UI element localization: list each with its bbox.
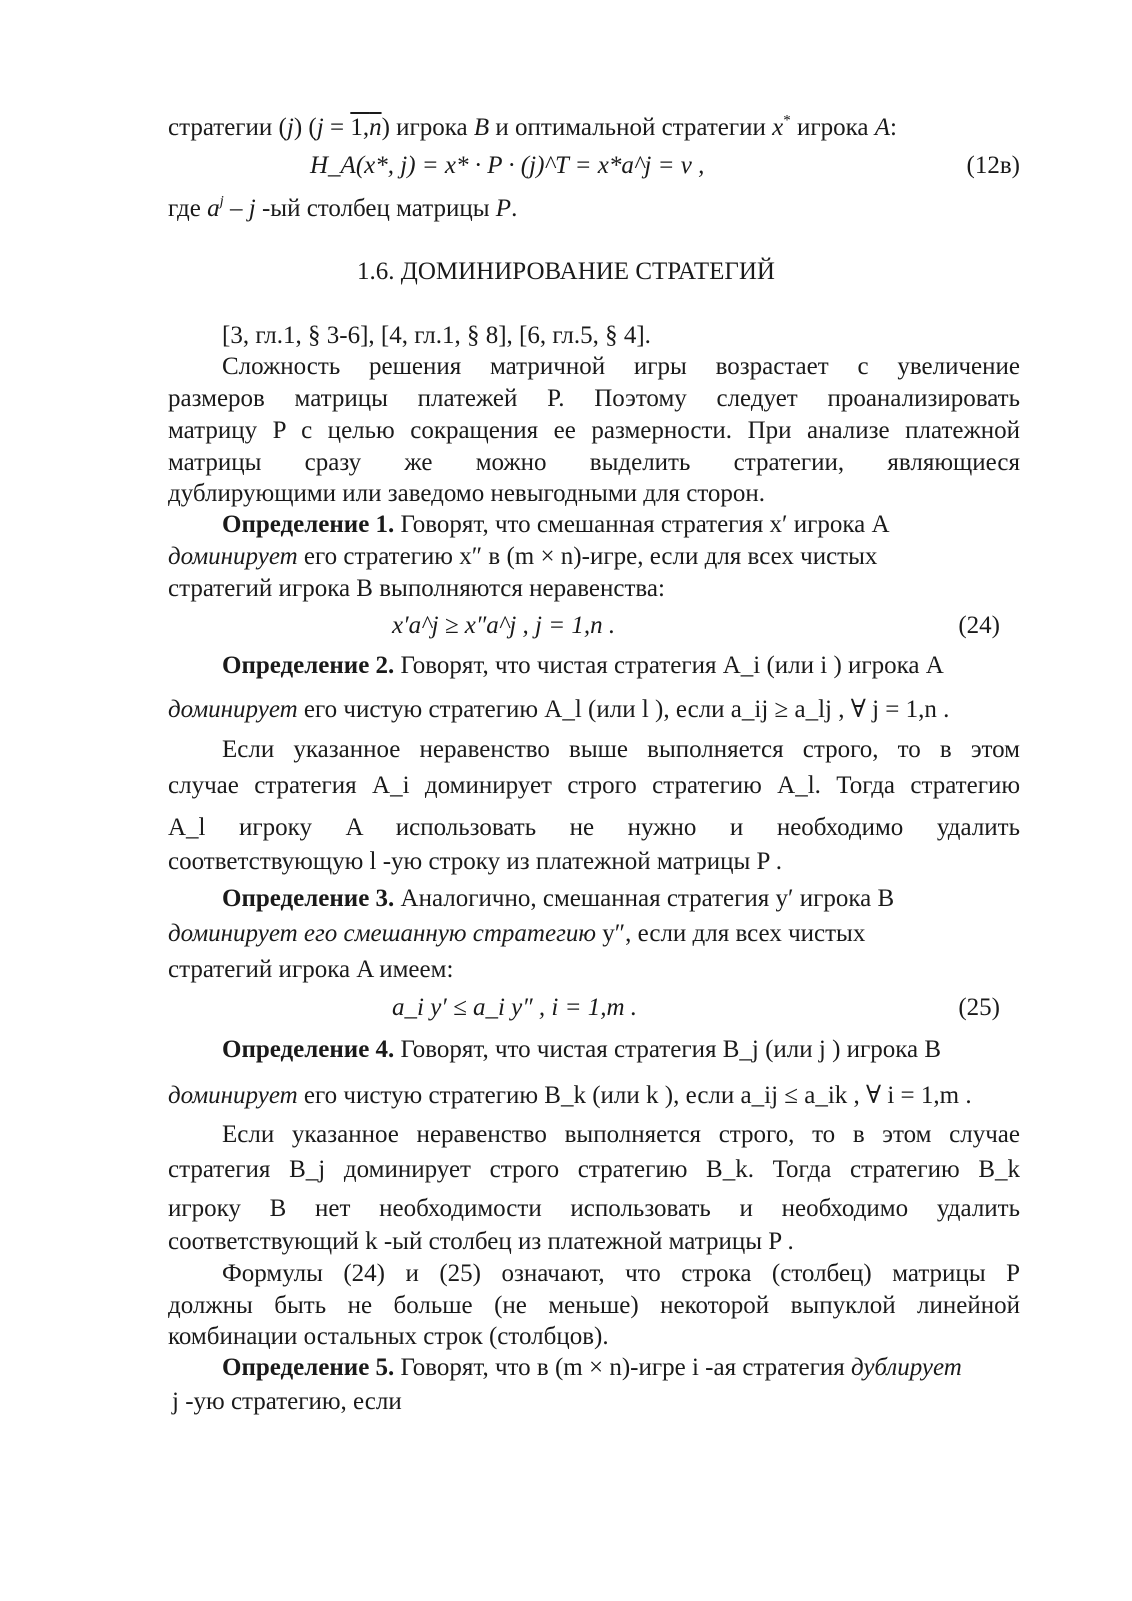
text: Аналогично, смешанная стратегия y′ игрока B (394, 885, 895, 912)
definition-label: Определение 4. (222, 1036, 395, 1063)
equation-24 (392, 610, 792, 642)
paragraph-line: размеров матрицы платежей P. Поэтому следует проанализировать (168, 385, 1020, 412)
text: Говорят, что в (m × n)-игре i -ая стратегия (394, 1354, 851, 1381)
definition-5-line: j -ую стратегию, если (172, 1388, 402, 1415)
paragraph-line: матрицу P с целью сокращения ее размерности. При анализе платежной (168, 417, 1020, 444)
math: 1, (350, 114, 370, 141)
text: и оптимальной стратегии (489, 114, 773, 141)
definition-1-line (222, 509, 1020, 541)
text: ) ( (293, 114, 317, 141)
text: . (511, 195, 518, 222)
definition-label: Определение 2. (222, 652, 395, 679)
text: Говорят, что чистая стратегия B_j (или j ) игрока B (394, 1036, 942, 1063)
italic-term: дублирует (851, 1354, 962, 1381)
references-line (222, 320, 1020, 352)
math: j (316, 114, 324, 141)
definition-3-line: стратегий игрока A имеем: (168, 956, 454, 983)
text: = (323, 114, 351, 141)
text: y″, если для всех чистых (595, 920, 866, 947)
math: P (495, 195, 512, 222)
text: Говорят, что смешанная стратегия x′ игрока A (394, 511, 890, 538)
paragraph-line: Сложность решения матричной игры возрастает с увеличение (222, 353, 1020, 380)
range-overline (350, 114, 381, 141)
math: n (369, 114, 382, 141)
italic-term: доминирует (168, 1082, 298, 1109)
paragraph-line: стратегия B_j доминирует строго стратегию B_k. Тогда стратегию B_k (168, 1156, 1020, 1183)
equation-number (920, 992, 1000, 1024)
math: a (207, 195, 220, 222)
definition-4-line (168, 1080, 1020, 1112)
math: B (473, 114, 490, 141)
definition-4-line (222, 1034, 1020, 1066)
math: j (286, 114, 294, 141)
equation-25 (392, 992, 792, 1024)
eq-number: (25) (958, 994, 1000, 1021)
definition-3-line (168, 918, 1020, 950)
text-line (168, 193, 1020, 225)
equation-number (920, 610, 1000, 642)
text: стратегии ( (168, 114, 287, 141)
formula: x′a^j ≥ x″a^j , j = 1,n . (392, 612, 616, 639)
text: ) игрока (381, 114, 474, 141)
paragraph-line: игроку B нет необходимости использовать и необходимо удалить (168, 1195, 1020, 1222)
math: j (248, 195, 256, 222)
section-title (0, 256, 1132, 288)
equation-12v (310, 150, 810, 182)
paragraph-line: A_l игроку A использовать не нужно и необходимо удалить (168, 814, 1020, 841)
paragraph-line: должны быть не больше (не меньше) некоторой выпуклой линейной (168, 1292, 1020, 1319)
definition-label: Определение 1. (222, 511, 395, 538)
text: его чистую стратегию A_l (или l ), если a_ij ≥ a_lj , ∀ j = 1,n . (297, 696, 950, 723)
math: x (772, 114, 784, 141)
text: игрока (790, 114, 875, 141)
text-line (168, 112, 1020, 144)
text: его чистую стратегию B_k (или k ), если a_ij ≤ a_ik , ∀ i = 1,m . (297, 1082, 972, 1109)
definition-5-line (222, 1352, 1020, 1384)
text: Говорят, что чистая стратегия A_i (или i ) игрока A (394, 652, 944, 679)
math: j (219, 193, 224, 210)
paragraph-line: Формулы (24) и (25) означают, что строка (столбец) матрицы P (222, 1260, 1020, 1287)
eq-number: (12в) (966, 152, 1020, 179)
formula: a_i y′ ≤ a_i y″ , i = 1,m . (392, 994, 638, 1021)
math: * (783, 112, 791, 129)
section-title-text: 1.6. ДОМИНИРОВАНИЕ СТРАТЕГИЙ (357, 258, 775, 285)
italic-term: доминирует его смешанную стратегию (168, 920, 596, 947)
paragraph-line: матрицы сразу же можно выделить стратегии, являющиеся (168, 449, 1020, 476)
text: – (223, 195, 249, 222)
formula: H_A(x*, j) = x* · P · (j)^T = x*a^j = v , (310, 152, 705, 179)
paragraph-line: случае стратегия A_i доминирует строго стратегию A_l. Тогда стратегию (168, 772, 1020, 799)
paragraph-line: комбинации остальных строк (столбцов). (168, 1323, 609, 1350)
definition-label: Определение 3. (222, 885, 395, 912)
definition-2-line (168, 694, 1020, 726)
italic-term: доминирует (168, 543, 298, 570)
text: : (890, 114, 897, 141)
definition-label: Определение 5. (222, 1354, 395, 1381)
paragraph-line: соответствующий k -ый столбец из платежной матрицы P . (168, 1228, 794, 1255)
definition-1-line: стратегий игрока B выполняются неравенства: (168, 575, 665, 602)
equation-number (940, 150, 1020, 182)
definition-1-line (168, 541, 1020, 573)
refs-text: [3, гл.1, § 3-6], [4, гл.1, § 8], [6, гл.5, § 4]. (222, 322, 651, 349)
paragraph-line: соответствующую l -ую строку из платежной матрицы P . (168, 848, 783, 875)
paragraph-line: Если указанное неравенство выше выполняется строго, то в этом (222, 736, 1020, 763)
paragraph-line: дублирующими или заведомо невыгодными для сторон. (168, 480, 766, 507)
paragraph-line: Если указанное неравенство выполняется строго, то в этом случае (222, 1121, 1020, 1148)
math: A (874, 114, 891, 141)
definition-2-line (222, 650, 1020, 682)
text: его стратегию x″ в (m × n)-игре, если для всех чистых (297, 543, 878, 570)
italic-term: доминирует (168, 696, 298, 723)
text: -ый столбец матрицы (255, 195, 496, 222)
definition-3-line (222, 883, 1020, 915)
eq-number: (24) (958, 612, 1000, 639)
text: где (168, 195, 208, 222)
